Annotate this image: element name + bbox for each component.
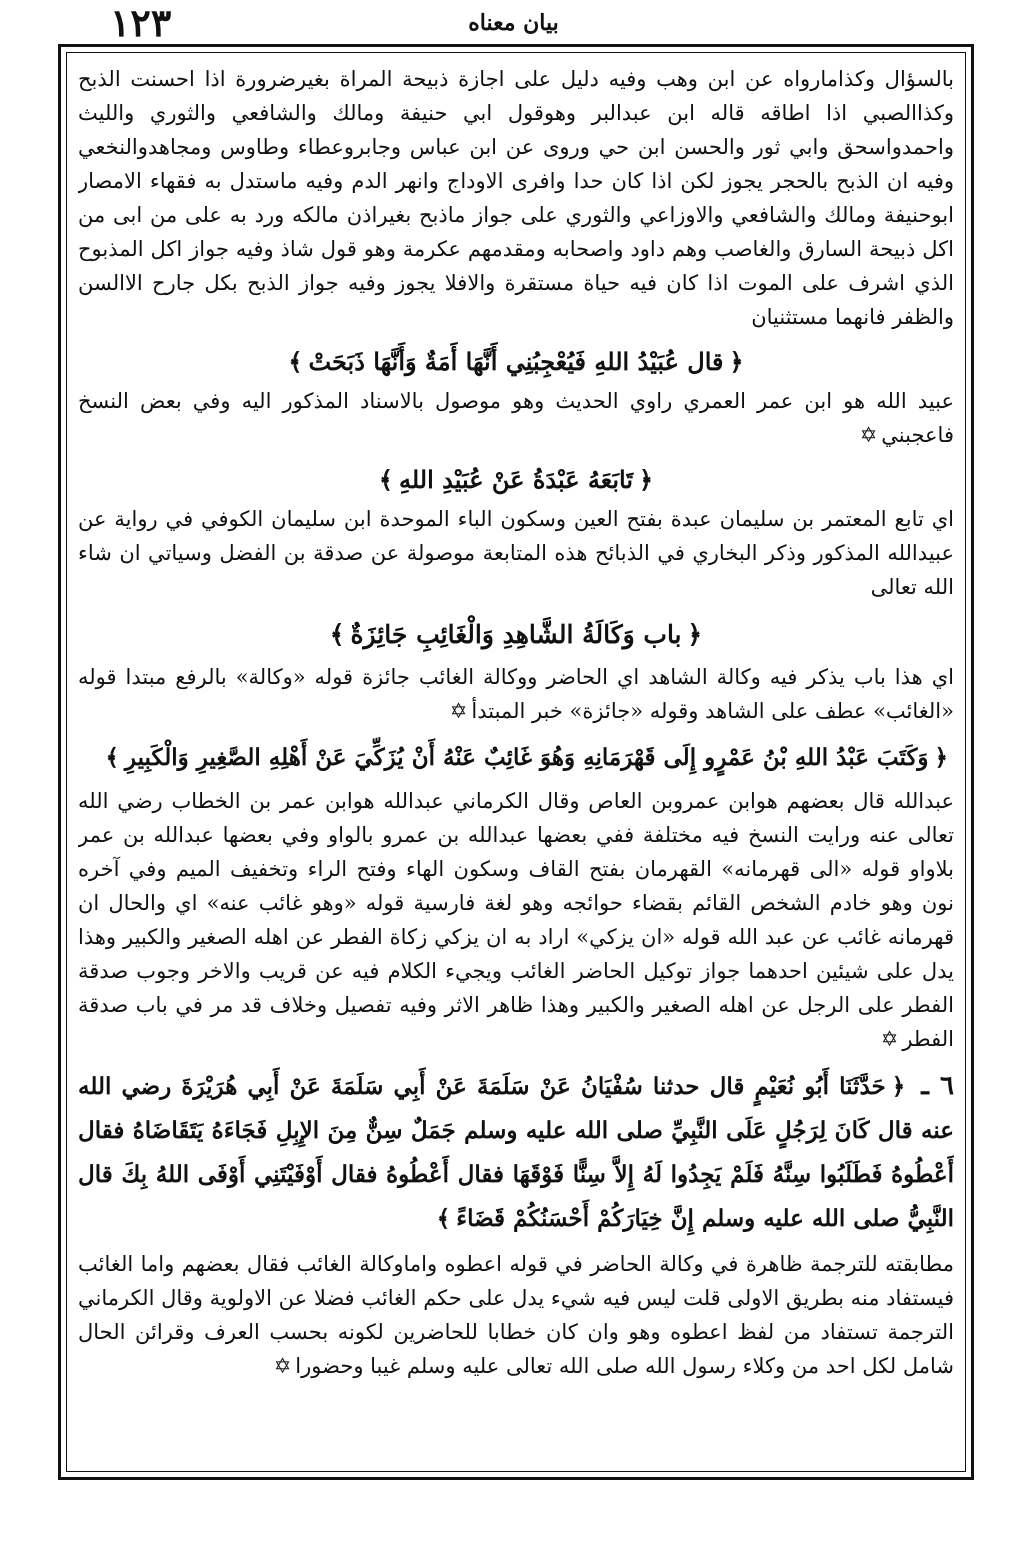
commentary-text: عبدالله قال بعضهم هوابن عمروبن العاص وقال الكرماني عبدالله هوابن عمر بن الخطاب رضي الله تعالى عنه ورايت النسخ فيه مختلفة ففي بعضها عبدالله بن عمرو بالواو وفي بعضها عبدالله بن عمر بلاواو قوله «الى قهرمانه» القهرمان بفتح القاف وسكون الهاء وفتح الراء وتخفيف الميم وفي آخره نون وهو خادم الشخص القائم بقضاء حوائجه وهو لغة فارسية قوله «وهو غائب عنه» اي والحال ان قهرمانه غائب عن عبد الله قوله «ان يزكي» اراد به ان يزكي زكاة الفطر عن اهله الصغير والكبير وهذا يدل على شيئين احدهما جواز توكيل الحاضر الغائب ويجيء الكلام فيه عن قريب والاخر وجوب صدقة الفطر على الرجل عن اهله الصغير والكبير وهذا ظاهر الاثر وفيه تفصيل وخلاف قد مر في باب صدقة الفطر: [78, 789, 954, 1051]
page-number: ١٢٣: [110, 0, 172, 45]
star-endmark-icon: ✡: [449, 699, 468, 723]
commentary-paragraph: اي تابع المعتمر بن سليمان عبدة بفتح العين وسكون الباء الموحدة ابن سليمان الكوفي في رواية عن عبيدالله المذكور وذكر البخاري في الذبائح هذه المتابعة موصولة عن صدقة بن الفضل وسياتي ان شاء الله تعالى: [78, 507, 954, 599]
commentary-paragraph: [78, 784, 954, 1056]
ornamental-bracket-open: ﴿: [687, 620, 703, 649]
page-body: [78, 62, 954, 1472]
commentary-text: اي هذا باب يذكر فيه وكالة الشاهد اي الحاضر ووكالة الغائب جائزة قوله «وكالة» بالرفع مبتدا قوله «الغائب» عطف على الشاهد وقوله «جائزة» خبر المبتدأ: [78, 665, 954, 723]
hadith-text: حَدَّثَنَا أَبُو نُعَيْمٍ قال حدثنا سُفْيَانُ عَنْ سَلَمَةَ عَنْ أَبِي سَلَمَةَ عَنْ أَبِي هُرَيْرَةَ رضي الله عنه قال كَانَ لِرَجُلٍ عَلَى النَّبِيِّ صلى الله عليه وسلم جَمَلٌ سِنٌّ مِنَ الإِبِلِ فَجَاءَهُ يَتَقَاضَاهُ فقال أَعْطُوهُ فَطَلَبُوا سِنَّهُ فَلَمْ يَجِدُوا لَهُ إِلاَّ سِنًّا فَوْقَهَا فقال أَعْطُوهُ فقال أَوْفَيْتَنِي أَوْفَى اللهُ بِكَ قال النَّبِيُّ صلى الله عليه وسلم إِنَّ خِيَارَكُمْ أَحْسَنُكُمْ قَضَاءً: [78, 1073, 954, 1232]
ornamental-bracket-close: ﴾: [288, 347, 303, 376]
star-endmark-icon: ✡: [859, 423, 878, 447]
commentary-paragraph: [78, 1247, 954, 1383]
matn-quote: [78, 460, 954, 500]
commentary-text: عبيد الله هو ابن عمر العمري راوي الحديث وهو موصول بالاسناد المذكور اليه وفي بعض النسخ فاعجبني: [78, 389, 954, 447]
commentary-paragraph: [78, 384, 954, 452]
matn-text: قال عُبَيْدُ اللهِ فَيُعْجِبُنِي أَنَّهَا أَمَةٌ وَأَنَّهَا ذَبَحَتْ: [308, 347, 724, 376]
commentary-paragraph: [78, 660, 954, 728]
ornamental-bracket-close: ﴾: [105, 744, 119, 771]
hadith-number: ٦ ـ: [921, 1071, 954, 1101]
hadith-block: [78, 1064, 954, 1241]
ornamental-bracket-open: ﴿: [891, 1073, 906, 1100]
chapter-heading-text: باب وَكَالَةُ الشَّاهِدِ وَالْغَائِبِ جَائِزَةٌ: [350, 620, 682, 649]
ornamental-bracket-close: ﴾: [436, 1205, 451, 1232]
matn-quote: [78, 342, 954, 382]
ornamental-bracket-open: ﴿: [934, 744, 948, 771]
matn-text: وَكَتَبَ عَبْدُ اللهِ بْنُ عَمْرٍو إِلَى قَهْرَمَانِهِ وَهُوَ غَائِبٌ عَنْهُ أَنْ يُزَكِّيَ عَنْ أَهْلِهِ الصَّغِيرِ وَالْكَبِيرِ: [124, 744, 929, 771]
running-title: بيان معناه: [468, 10, 559, 36]
ornamental-bracket-close: ﴾: [378, 465, 393, 494]
commentary-text: مطابقته للترجمة ظاهرة في وكالة الحاضر في قوله اعطوه واماوكالة الغائب فقال بعضهم واما الغائب فيستفاد منه بطريق الاولى قلت ليس فيه شيء يدل على حكم الغائب فضلا عن الاولوية وقال الكرماني الترجمة تستفاد من لفظ اعطوه وهو وان كان خطابا للحاضرين لكونه بحسب العرف وقرائن الحال شامل لكل احد من وكلاء رسول الله صلى الله تعالى عليه وسلم غيبا وحضورا: [78, 1252, 954, 1378]
star-endmark-icon: ✡: [273, 1354, 292, 1378]
ornamental-bracket-open: ﴿: [729, 347, 744, 376]
ornamental-bracket-open: ﴿: [639, 465, 654, 494]
matn-text: تَابَعَهُ عَبْدَةُ عَنْ عُبَيْدِ اللهِ: [398, 465, 634, 494]
star-endmark-icon: ✡: [880, 1027, 899, 1051]
commentary-paragraph: بالسؤال وكذامارواه عن ابن وهب وفيه دليل على اجازة ذبيحة المراة بغيرضرورة اذا احسنت الذبح وكذاالصبي اذا اطاقه قاله ابن عبدالبر وهوقول ابي حنيفة ومالك والشافعي والثوري والليث واحمدواسحق وابي ثور والحسن ابن حي وروى عن ابن عباس وجابروعطاء وطاوس ومجاهدوالنخعي وفيه ان الذبح بالحجر يجوز لكن اذا كان حدا وافرى الاوداج وانهر الدم وفيه ماستدل به فقهاء الامصار ابوحنيفة ومالك والشافعي والاوزاعي والثوري على جواز ماذبح بغيراذن مالكه ورد به على من ابى من اكل ذبيحة السارق والغاصب وهم داود واصحابه ومقدمهم عكرمة وهو قول شاذ وفيه جواز اكل المذبوح الذي اشرف على الموت اذا كان فيه حياة مستقرة والافلا يجوز وفيه جواز الذبح بكل جارح الاالسن والظفر فانهما مستثنيان: [78, 67, 954, 329]
matn-quote: [78, 736, 954, 780]
ornamental-bracket-close: ﴾: [329, 620, 345, 649]
chapter-heading: [78, 614, 954, 656]
